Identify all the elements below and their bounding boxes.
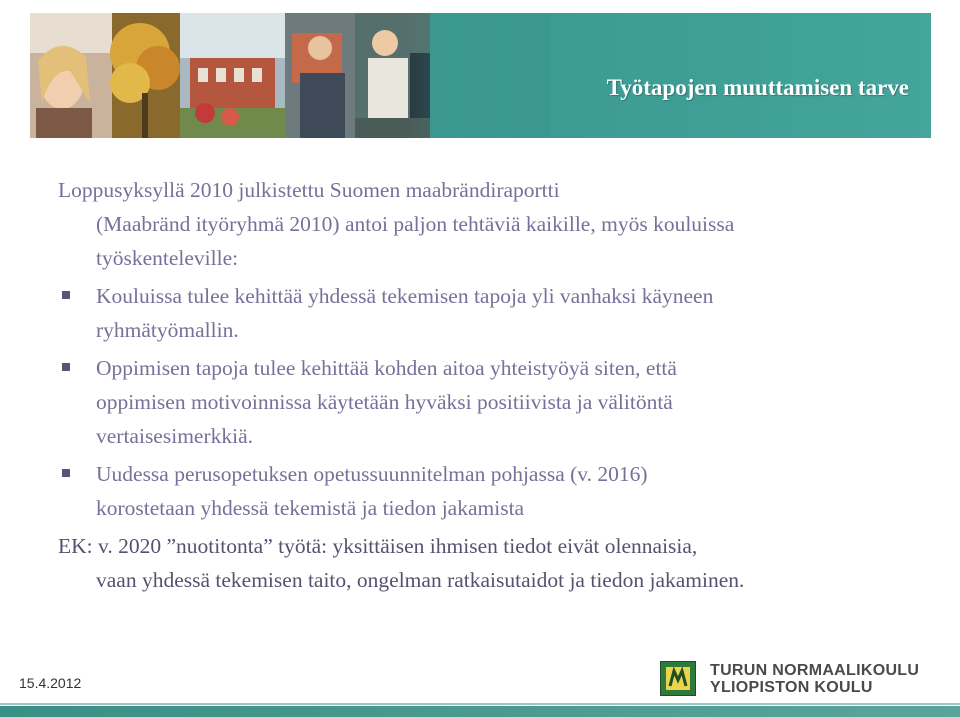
slide-body [58,173,918,597]
bullet-item [58,279,918,347]
ek-paragraph [58,529,918,597]
bullet-2-line-3: vertaisesimerkkiä. [96,424,254,448]
intro-line-3: työskenteleville: [96,246,239,270]
intro-paragraph [58,173,918,275]
ek-line-2: vaan yhdessä tekemisen taito, ongelman ratkaisutaidot ja tiedon jakaminen. [96,568,745,592]
slide-title: Työtapojen muuttamisen tarve [606,75,909,100]
bullet-2-line-2: oppimisen motivoinnissa käytetään hyväksi positiivista ja välitöntä [96,390,673,414]
bullet-1-line-1: Kouluissa tulee kehittää yhdessä tekemisen tapoja yli vanhaksi käyneen [96,284,714,308]
square-bullet-icon [62,469,70,477]
header-photo-fade [410,13,550,138]
square-bullet-icon [62,363,70,371]
school-logo-text [710,662,919,696]
ek-line-1: EK: v. 2020 ”nuotitonta” työtä: yksittäisen ihmisen tiedot eivät olennaisia, [58,534,698,558]
bullet-item [58,457,918,525]
bullet-2-line-1: Oppimisen tapoja tulee kehittää kohden aitoa yhteistyöyä siten, että [96,356,677,380]
logo-line-1: TURUN NORMAALIKOULU [710,662,920,679]
square-bullet-icon [62,291,70,299]
footer-date: 15.4.2012 [19,675,82,691]
bullet-3-line-1: Uudessa perusopetuksen opetussuunnitelman pohjassa (v. 2016) [96,462,648,486]
footer-divider [0,703,960,705]
school-logo-icon [660,661,696,696]
bullet-item [58,351,918,453]
footer-band [0,706,960,717]
intro-line-1: Loppusyksyllä 2010 julkistettu Suomen maabrändiraportti [58,178,560,202]
header-banner [30,13,931,138]
intro-line-2: (Maabränd ityöryhmä 2010) antoi paljon tehtäviä kaikille, myös kouluissa [96,212,735,236]
bullet-1-line-2: ryhmätyömallin. [96,318,239,342]
bullet-3-line-2: korostetaan yhdessä tekemistä ja tiedon jakamista [96,496,525,520]
logo-line-2: YLIOPISTON KOULU [710,679,873,696]
